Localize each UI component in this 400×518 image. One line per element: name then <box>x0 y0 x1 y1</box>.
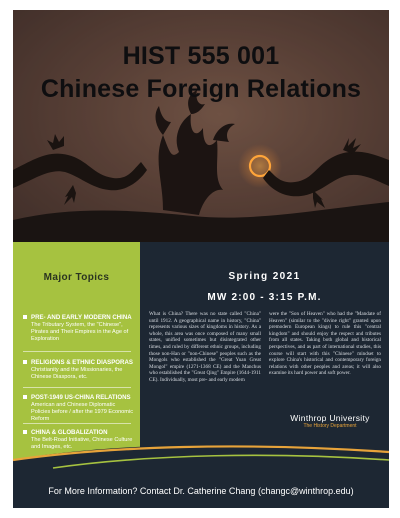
description-column-1: What is China? There was no state called "China" until 1912. A geographical name in history, "China" represents various sizes of kingdoms in history. As a whole, this area was once composed of many small states, unified sometimes but disintegrated other times, and ruled by different ethnic groups, including those non-Han or "non-Chinese" peoples such as the Mongols who established the "Great Yuan Great Mongol" empire (1271-1368 CE) and the Manchus who established the "Great Qing" Empire (1644-1911 CE). Individually, most pre- and early modern <box>149 311 261 383</box>
topic-item <box>23 314 135 344</box>
course-title: Chinese Foreign Relations <box>40 75 362 103</box>
topic-title: CHINA & GLOBALIZATION <box>31 429 108 436</box>
square-bullet-icon <box>23 360 27 364</box>
square-bullet-icon <box>23 395 27 399</box>
description-column-2: were the "Son of Heaven" who had the "Mandate of Heaven" (similar to the "divine right" granted upon premodern European kings) to rule this "central kingdom" and should enjoy the respect and tributes from all states. Taking both global and historical perspectives, and as part of international studies, this course will start with this "Chinese" mindset to explore China's historical and contemporary foreign relations with other peoples and areas; it will also examine its hard power and soft power. <box>269 311 381 377</box>
square-bullet-icon <box>23 315 27 319</box>
topic-item <box>23 394 135 424</box>
topic-title: POST-1949 US-CHINA RELATIONS <box>31 394 131 401</box>
hero-image <box>13 10 389 242</box>
topic-description: The Tributary System, the "Chinese", Pirates and Their Empires in the Age of Exploration <box>31 322 129 343</box>
topic-description: Christianity and the Missionaries, the Chinese Diaspora, etc. <box>31 367 123 381</box>
topic-title: RELIGIONS & ETHNIC DIASPORAS <box>31 359 133 366</box>
semester: Spring 2021 <box>228 271 301 282</box>
topic-divider <box>23 351 131 352</box>
topic-description: American and Chinese Diplomatic Policies before / after the 1979 Economic Reform <box>31 402 133 423</box>
course-code: HIST 555 001 <box>122 42 280 70</box>
department-name: The History Department <box>303 423 357 429</box>
poster <box>13 10 389 508</box>
topic-description: The Belt-Road Initiative, Chinese Culture and Images, etc. <box>31 437 133 451</box>
decorative-swoosh <box>13 424 389 494</box>
university-name: Winthrop University <box>290 413 370 423</box>
topic-title: PRE- AND EARLY MODERN CHINA <box>31 314 132 321</box>
topic-divider <box>23 387 131 388</box>
contact-footer: For More Information? Contact Dr. Catherine Chang (changc@winthrop.edu) <box>48 486 354 496</box>
topics-heading: Major Topics <box>43 272 110 283</box>
topic-item <box>23 359 135 381</box>
class-schedule: MW 2:00 - 3:15 P.M. <box>207 292 322 303</box>
